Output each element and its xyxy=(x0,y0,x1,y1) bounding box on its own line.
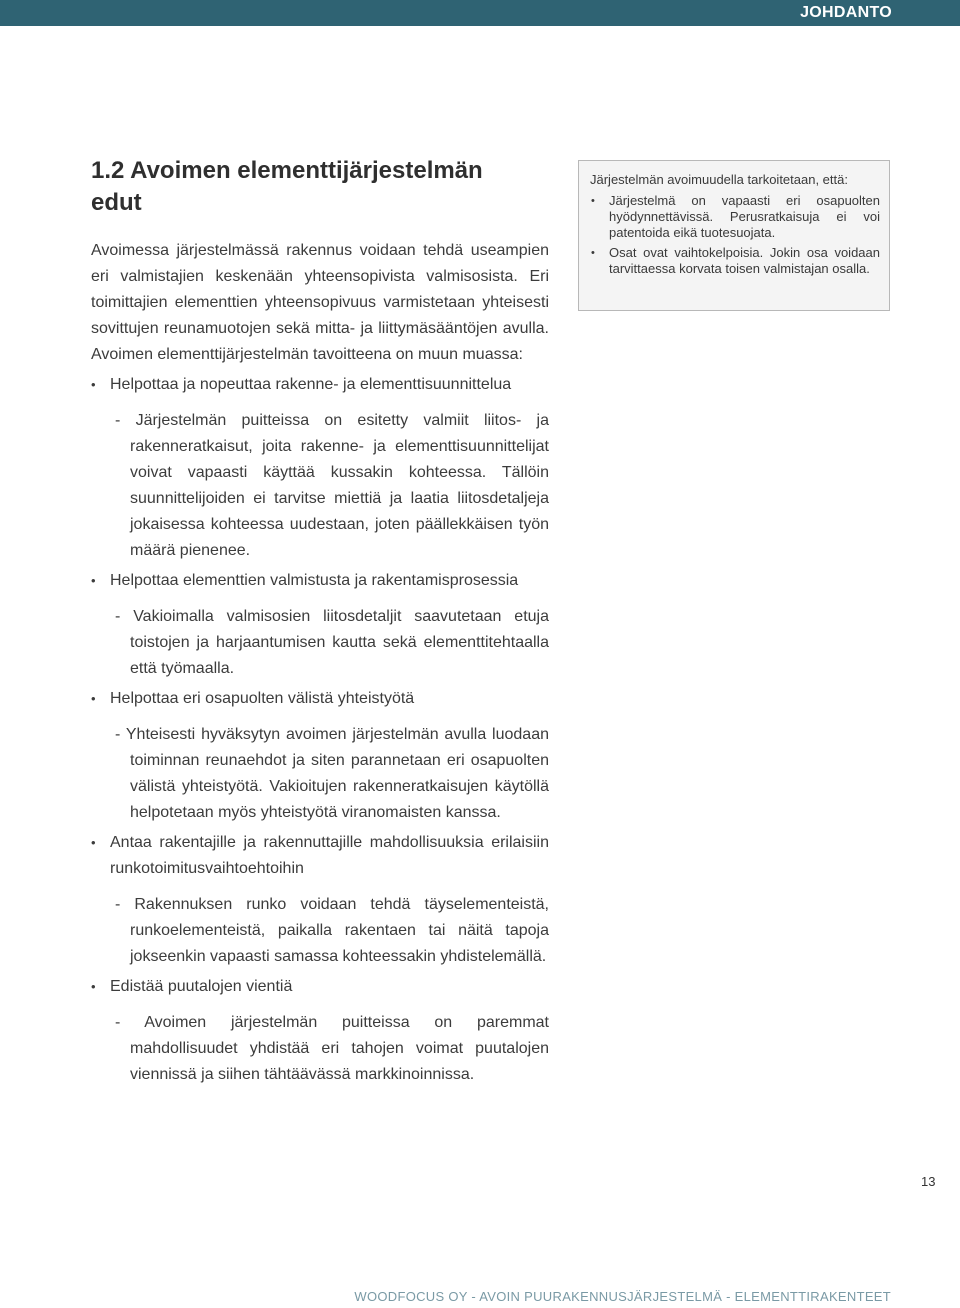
footer-text: WOODFOCUS OY - AVOIN PUURAKENNUSJÄRJESTELMÄ - ELEMENTTIRAKENTEET xyxy=(354,1289,891,1304)
bullet-detail: - Rakennuksen runko voidaan tehdä täyselementeistä, runkoelementeistä, paikalla rakentaen tai näitä tapoja jokseenkin vapaasti samassa kohteessakin yhdistelemällä. xyxy=(115,896,549,965)
bullet-detail: - Avoimen järjestelmän puitteissa on paremmat mahdollisuudet yhdistää eri tahojen voimat puutalojen viennissä ja siihen tähtäävässä markkinoinnissa. xyxy=(115,1014,549,1083)
list-item xyxy=(91,974,551,1088)
info-box-item-text: Järjestelmä on vapaasti eri osapuolten hyödynnettävissä. Perusratkaisuja ei voi patentoida eikä tuotesuojata. xyxy=(609,193,880,240)
bullet-point xyxy=(91,830,549,882)
bullet-icon: • xyxy=(91,377,96,392)
bullet-icon: • xyxy=(591,195,595,207)
info-box-item-text: Osat ovat vaihtokelpoisia. Jokin osa voidaan tarvittaessa korvata toisen valmistajan osalla. xyxy=(609,245,880,276)
bullet-point xyxy=(91,568,549,594)
section-label: JOHDANTO xyxy=(800,4,892,21)
bullet-icon: • xyxy=(591,247,595,259)
list-item xyxy=(91,568,551,682)
list-item xyxy=(91,372,551,564)
header-bar xyxy=(0,0,960,26)
bullet-detail: - Vakioimalla valmisosien liitosdetaljit saavutetaan etuja toistojen ja harjaantumisen kautta sekä elementtitehtaalla että työmaalla. xyxy=(115,608,549,677)
bullet-icon: • xyxy=(91,573,96,588)
bullet-icon: • xyxy=(91,835,96,850)
list-item xyxy=(91,686,551,826)
bullet-text: Edistää puutalojen vientiä xyxy=(110,978,293,995)
bullet-icon: • xyxy=(91,979,96,994)
info-box-item xyxy=(590,245,880,277)
bullet-point xyxy=(91,974,549,1000)
page-title: 1.2 Avoimen elementtijärjestelmän edut xyxy=(91,157,483,216)
info-box xyxy=(578,160,890,311)
info-box-item xyxy=(590,193,880,241)
bullet-point xyxy=(91,372,549,398)
bullet-icon: • xyxy=(91,691,96,706)
bullet-text: Helpottaa ja nopeuttaa rakenne- ja elementtisuunnittelua xyxy=(110,376,512,393)
bullet-point xyxy=(91,686,549,712)
intro-paragraph: Avoimessa järjestelmässä rakennus voidaan tehdä useampien eri valmistajien keskenään yhteensopivista valmisosista. Eri toimittajien elementtien yhteensopivuus varmistetaan yhteisesti sovittujen reunamuotojen sekä mitta- ja liittymäsääntöjen avulla. Avoimen elementtijärjestelmän tavoitteena on muun muassa: xyxy=(91,242,549,363)
bullet-detail: - Yhteisesti hyväksytyn avoimen järjestelmän avulla luodaan toiminnan reunaehdot ja siten parannetaan eri osapuolten välistä yhteistyötä. Vakioitujen rakenneratkaisujen käytöllä helpotetaan myös yhteistyötä viranomaisten kanssa. xyxy=(115,726,549,821)
bullet-text: Helpottaa elementtien valmistusta ja rakentamisprosessia xyxy=(110,572,519,589)
bullet-text: Helpottaa eri osapuolten välistä yhteistyötä xyxy=(110,690,415,707)
bullet-detail: - Järjestelmän puitteissa on esitetty valmiit liitos- ja rakenneratkaisut, joita rakenne- ja elementtisuunnittelijat voivat vapaasti käyttää kussakin kohteessa. Tällöin suunnittelijoiden ei tarvitse miettiä ja laatia liitosdetaljeja jokaisessa kohteessa uudestaan, joten päällekkäisen työn määrä pienenee. xyxy=(115,412,549,559)
list-item xyxy=(91,830,551,970)
main-column xyxy=(91,155,551,1088)
bullet-text: Antaa rakentajille ja rakennuttajille mahdollisuuksia erilaisiin runkotoimitusvaihtoehtoihin xyxy=(110,834,549,877)
page-number: 13 xyxy=(921,1174,936,1189)
info-box-lead: Järjestelmän avoimuudella tarkoitetaan, että: xyxy=(590,172,848,187)
